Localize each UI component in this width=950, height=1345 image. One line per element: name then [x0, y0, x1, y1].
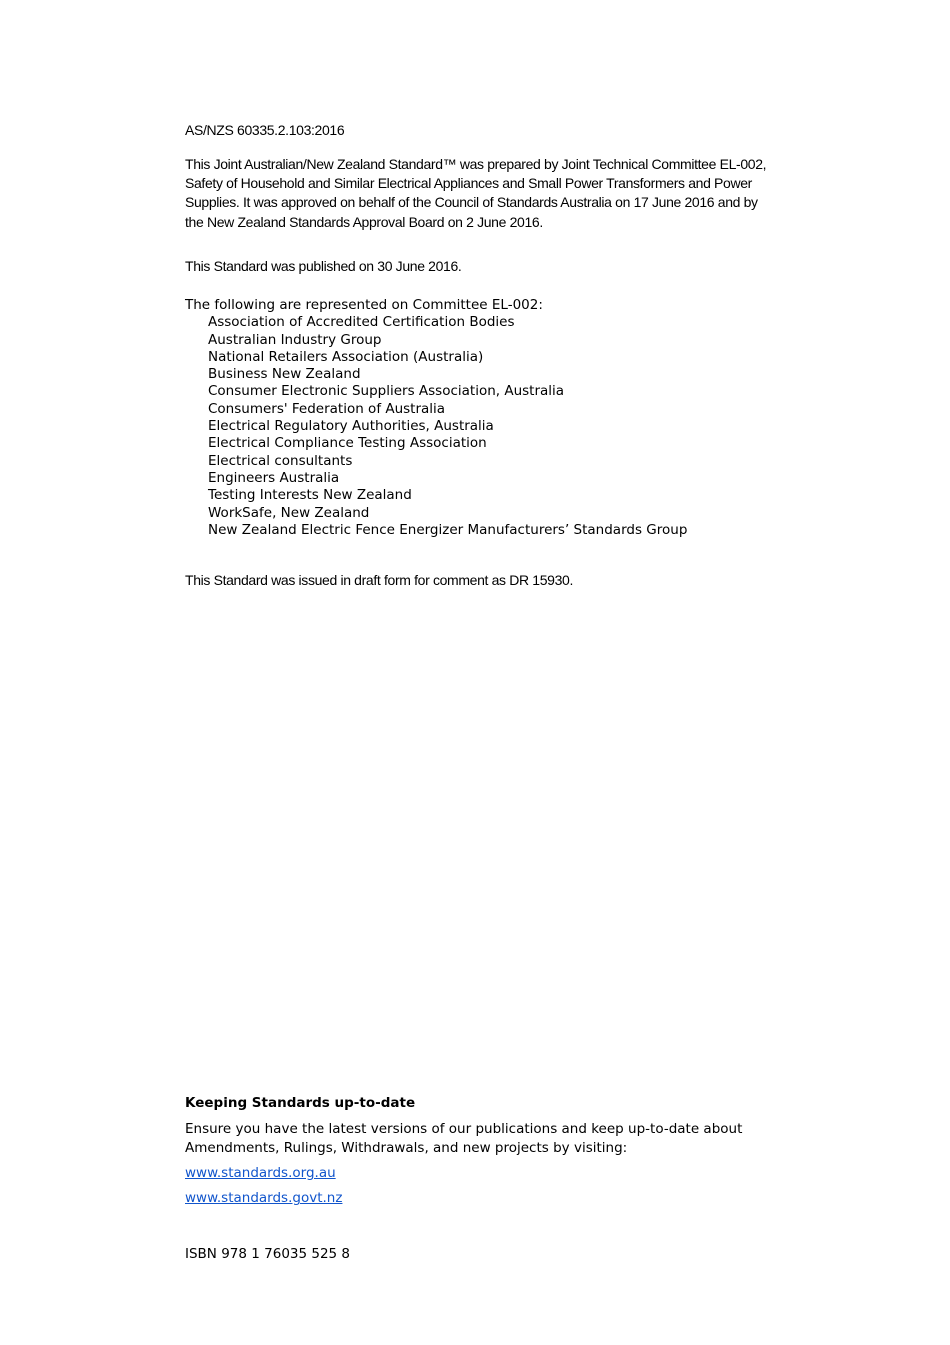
- committee-member: Electrical Regulatory Authorities, Australia: [208, 418, 494, 435]
- keeping-up-to-date-section: [185, 1094, 785, 1208]
- committee-member: Consumers' Federation of Australia: [208, 400, 446, 417]
- section-body-text: Ensure you have the latest versions of our publications and keep up-to-date about Amendments, Rulings, Withdrawals, and new projects by visiting:: [185, 1121, 743, 1157]
- standards-new-zealand-link[interactable]: www.standards.govt.nz: [185, 1190, 343, 1207]
- committee-member: Electrical consultants: [208, 452, 353, 469]
- committee-member: Engineers Australia: [208, 469, 340, 486]
- standards-australia-link[interactable]: www.standards.org.au: [185, 1165, 336, 1182]
- committee-member: Testing Interests New Zealand: [208, 487, 412, 504]
- committee-member: Association of Accredited Certification Bodies: [208, 314, 515, 331]
- committee-member-list: [185, 314, 687, 539]
- draft-note: This Standard was issued in draft form for comment as DR 15930.: [185, 572, 574, 588]
- preparation-paragraph: This Joint Australian/New Zealand Standard™ was prepared by Joint Technical Committee EL-002, Safety of Household and Similar Electrical Appliances and Small Power Transformers and Power Supplies. It was approved on behalf of the Council of Standards Australia on 17 June 2016 and by the New Zealand Standards Approval Board on 2 June 2016.: [185, 156, 767, 230]
- publication-date-note: This Standard was published on 30 June 2016.: [185, 258, 462, 274]
- committee-section: [185, 297, 687, 539]
- committee-member: New Zealand Electric Fence Energizer Manufacturers’ Standards Group: [208, 521, 688, 538]
- committee-member: Consumer Electronic Suppliers Association, Australia: [208, 383, 565, 400]
- isbn-number: ISBN 978 1 76035 525 8: [185, 1246, 351, 1262]
- committee-member: Business New Zealand: [208, 366, 361, 383]
- committee-member: Australian Industry Group: [208, 331, 382, 348]
- standard-identifier: AS/NZS 60335.2.103:2016: [185, 122, 345, 138]
- committee-member: National Retailers Association (Australia): [208, 348, 484, 365]
- committee-member: WorkSafe, New Zealand: [208, 504, 370, 521]
- section-heading: Keeping Standards up-to-date: [185, 1095, 416, 1111]
- committee-intro: The following are represented on Committee EL-002:: [185, 297, 543, 313]
- committee-member: Electrical Compliance Testing Association: [208, 435, 487, 452]
